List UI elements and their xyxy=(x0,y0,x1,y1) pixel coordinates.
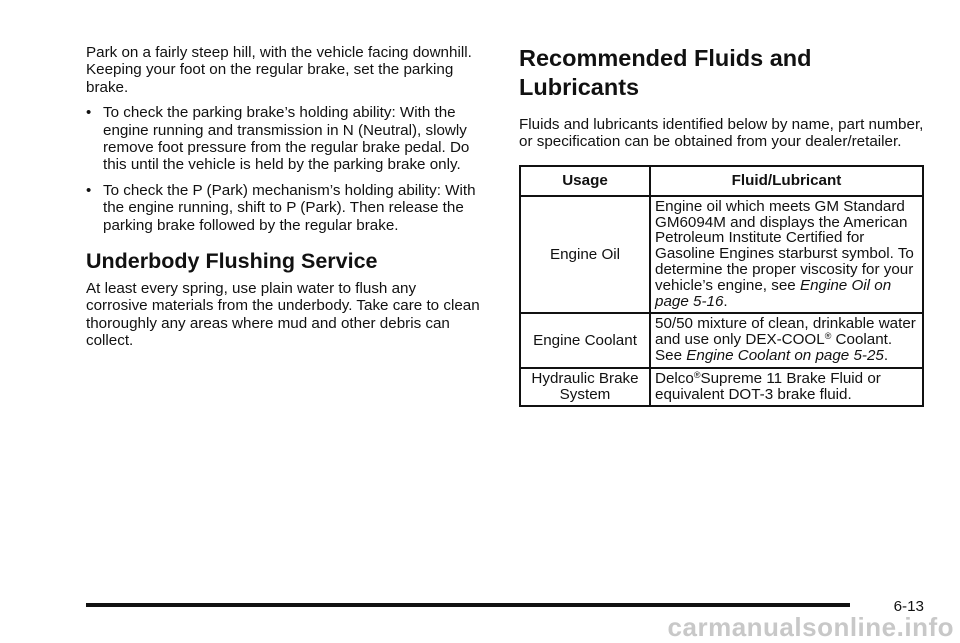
left-column xyxy=(86,44,481,350)
list-item xyxy=(86,182,481,234)
fluid-cell xyxy=(650,313,923,367)
usage-cell: Engine Coolant xyxy=(520,313,650,367)
footer-rule xyxy=(86,603,850,607)
table-row xyxy=(520,368,923,407)
right-column xyxy=(519,44,924,407)
list-item-text: To check the P (Park) mechanism’s holding ability: With the engine running, shift to P (Park). Then release the parking brake followed by the regular brake. xyxy=(103,181,476,234)
fluid-text: Supreme 11 Brake Fluid or equivalent DOT-3 brake fluid. xyxy=(655,369,881,403)
fluids-heading-line2: Lubricants xyxy=(519,74,640,100)
page-reference-link[interactable]: Engine Coolant on page 5-25 xyxy=(686,346,884,364)
bullet-dot: • xyxy=(86,104,92,122)
fluids-table xyxy=(519,165,924,408)
bullet-dot: • xyxy=(86,181,92,199)
fluid-text: Engine oil which meets GM Standard GM6094M and displays the American Petroleum Institute Certified for Gasoline Engines starburst symbol. To determine the proper viscosity for your vehicle’s engine, see xyxy=(655,197,914,294)
fluid-text-end: . xyxy=(883,346,889,364)
usage-cell: Engine Oil xyxy=(520,196,650,314)
registered-mark: ® xyxy=(824,331,832,342)
parking-check-list xyxy=(86,104,481,234)
fluid-text-continued: Coolant. See xyxy=(655,331,893,364)
fluid-column-header: Fluid/Lubricant xyxy=(650,166,923,196)
table-header-row xyxy=(520,166,923,196)
fluids-intro-paragraph: Fluids and lubricants identified below by name, part number, or specification can be obtained from your dealer/retailer. xyxy=(519,116,924,151)
underbody-paragraph: At least every spring, use plain water to flush any corrosive materials from the underbody. Take care to clean thoroughly any areas where mud and other debris can collect. xyxy=(86,280,480,350)
usage-cell: Hydraulic Brake System xyxy=(520,368,650,407)
table-row xyxy=(520,196,923,314)
registered-mark: ® xyxy=(693,369,701,380)
fluid-text: 50/50 mixture of clean, drinkable water and use only DEX-COOL xyxy=(655,315,916,349)
fluids-heading xyxy=(519,44,924,102)
page-reference-link[interactable]: Engine Oil on page 5-16 xyxy=(655,276,892,310)
list-item-text: To check the parking brake’s holding ability: With the engine running and transmission in N (Neutral), slowly remove foot pressure from the regular brake pedal. Do this until the vehicle is held by the parking brake only. xyxy=(103,104,470,174)
underbody-heading: Underbody Flushing Service xyxy=(86,249,378,274)
list-item xyxy=(86,104,481,174)
usage-column-header: Usage xyxy=(520,166,650,196)
page-number: 6-13 xyxy=(893,598,924,615)
brand-name: Delco xyxy=(655,369,694,387)
parking-intro-paragraph: Park on a fairly steep hill, with the vehicle facing downhill. Keeping your foot on the regular brake, set the parking brake. xyxy=(86,44,472,96)
fluids-heading-line1: Recommended Fluids and xyxy=(519,45,812,71)
watermark: carmanualsonline.info xyxy=(667,612,954,642)
fluid-text-end: . xyxy=(723,292,728,310)
fluid-cell xyxy=(650,368,923,407)
fluid-cell xyxy=(650,196,923,314)
table-row xyxy=(520,313,923,367)
